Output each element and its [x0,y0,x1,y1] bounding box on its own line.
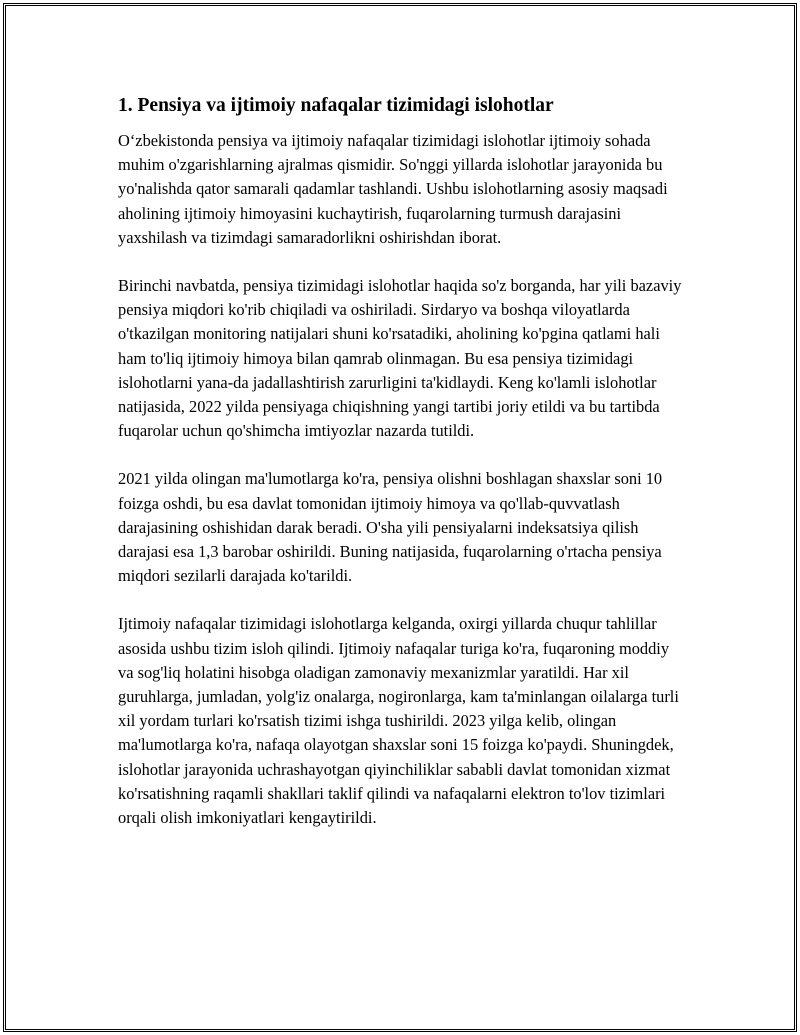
document-body [118,93,684,854]
paragraph-social-benefits: Ijtimoiy nafaqalar tizimidagi islohotlarga kelganda, oxirgi yillarda chuqur tahlillar asosida ushbu tizim isloh qilindi. Ijtimoiy nafaqalar turiga ko'ra, fuqaroning moddiy va sog'liq holatini hisobga oladigan zamonaviy mexanizmlar yaratildi. Har xil guruhlarga, jumladan, yolg'iz onalarga, nogironlarga, kam ta'minlangan oilalarga turli xil yordam turlari ko'rsatish tizimi ishga tushirildi. 2023 yilga kelib, olingan ma'lumotlarga ko'ra, nafaqa olayotgan shaxslar soni 15 foizga ko'paydi. Shuningdek, islohotlar jarayonida uchrashayotgan qiyinchiliklar sababli davlat tomonidan xizmat ko'rsatishning raqamli shakllari taklif qilindi va nafaqalarni elektron to'lov tizimlari orqali olish imkoniyatlari kengaytirildi. [118,614,679,828]
section-heading: 1. Pensiya va ijtimoiy nafaqalar tizimidagi islohotlar [118,95,554,116]
paragraph-pension-reforms: Birinchi navbatda, pensiya tizimidagi islohotlar haqida so'z borganda, har yili bazaviy pensiya miqdori ko'rib chiqiladi va oshiriladi. Sirdaryo va boshqa viloyatlarda o'tkazilgan monitoring natijalari shuni ko'rsatadiki, aholining ko'pgina qatlami hali ham to'liq ijtimoiy himoya bilan qamrab olinmagan. Bu esa pensiya tizimidagi islohotlarni yana-da jadallashtirish zarurligini ta'kidlaydi. Keng ko'lamli islohotlar natijasida, 2022 yilda pensiyaga chiqishning yangi tartibi joriy etildi va bu tartibda fuqarolar uchun qo'shimcha imtiyozlar nazarda tutildi. [118,276,682,441]
paragraph-intro: O‘zbekistonda pensiya va ijtimoiy nafaqalar tizimidagi islohotlar ijtimoiy sohada muhim o'zgarishlarning ajralmas qismidir. So'nggi yillarda islohotlar jarayonida bu yo'nalishda qator samarali qadamlar tashlandi. Ushbu islohotlarning asosiy maqsadi aholining ijtimoiy himoyasini kuchaytirish, fuqarolarning turmush darajasini yaxshilash va tizimdagi samaradorlikni oshirishdan iborat. [118,131,668,247]
paragraph-2021-data: 2021 yilda olingan ma'lumotlarga ko'ra, pensiya olishni boshlagan shaxslar soni 10 foizga oshdi, bu esa davlat tomonidan ijtimoiy himoya va qo'llab-quvvatlash darajasining oshishidan darak beradi. O'sha yili pensiyalarni indeksatsiya qilish darajasi esa 1,3 barobar oshirildi. Buning natijasida, fuqarolarning o'rtacha pensiya miqdori sezilarli darajada ko'tarildi. [118,469,663,586]
